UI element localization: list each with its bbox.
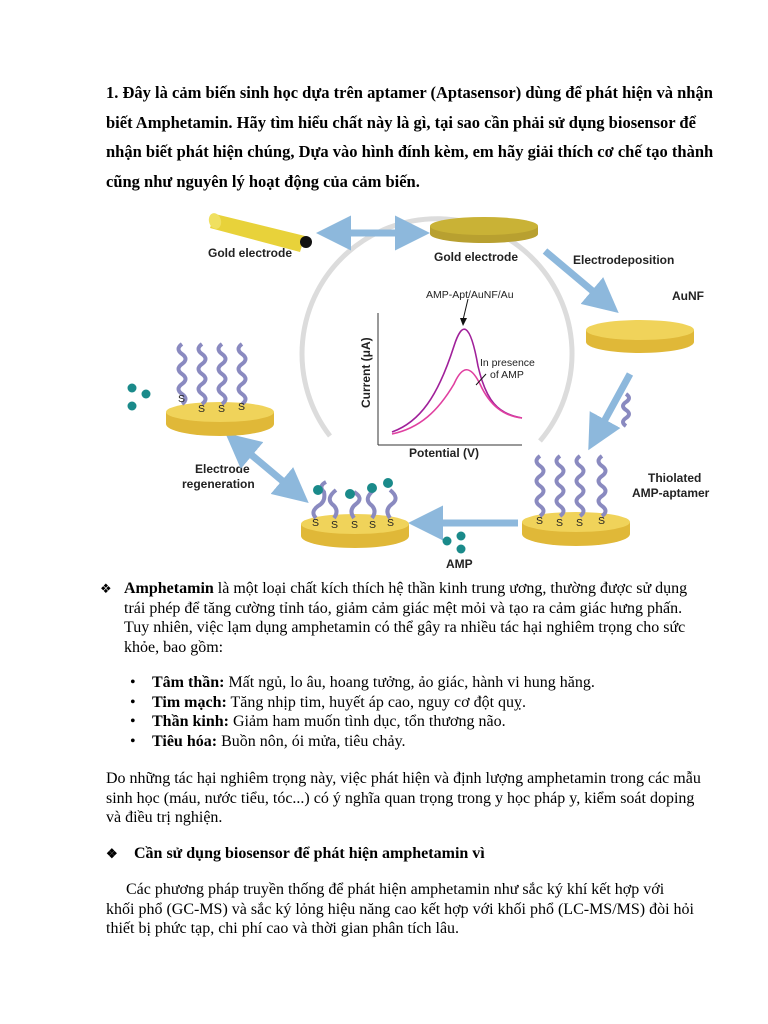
question-line: nhận biết phát hiện chúng, Dựa vào hình đính kèm, em hãy giải thích cơ chế tạo thành (106, 142, 714, 161)
svg-text:S: S (387, 517, 395, 529)
traditional-methods-paragraph: Các phương pháp truyền thống để phát hiện amphetamin như sắc ký khí kết hợp với khối phổ (GC-MS) và sắc ký lỏng hiệu năng cao kết hợp với khối phổ (LC-MS/MS) đòi hỏi thiết bị phức tạp, chi phí cao và thời gian phân tích lâu. (106, 881, 694, 938)
label-amp: AMP (446, 557, 473, 571)
svg-text:S: S (198, 403, 206, 415)
list-item: • Tiêu hóa: Buồn nôn, ói mửa, tiêu chảy. (130, 732, 406, 750)
aptasensor-figure (120, 196, 730, 574)
amp-molecules-bottom (443, 532, 466, 554)
list-item: • Tâm thần: Mất ngủ, lo âu, hoang tưởng, ảo giác, hành vi hung hăng. (130, 674, 595, 691)
svg-text:S: S (312, 517, 320, 529)
label-thiolated-2: AMP-aptamer (632, 486, 710, 500)
diamond-bullet-icon: ❖ (106, 846, 118, 861)
amp-molecules-left (128, 384, 151, 411)
amphetamine-intro: Amphetamin là một loại chất kích thích hệ thần kinh trung ương, thường được sử dụng trái phép để tăng cường tỉnh táo, giảm cảm giác mệt mỏi và tạo ra cảm giác hưng phấn. Tuy nhiên, việc lạm dụng amphetamin có thể gây ra nhiều tác hại nghiêm trọng cho sức khỏe, bao gồm: (124, 580, 688, 656)
svg-text:S: S (218, 403, 226, 415)
bullet-dot-icon: • (130, 713, 136, 731)
label-thiolated-1: Thiolated (648, 471, 702, 485)
svg-text:S: S (351, 519, 359, 531)
list-item: • Thần kinh: Giảm ham muốn tình dục, tổn thương não. (130, 713, 506, 731)
label-gold-electrode-rod: Gold electrode (208, 246, 293, 260)
svg-text:S: S (178, 393, 186, 405)
label-electrodeposition: Electrodeposition (573, 253, 675, 267)
diamond-bullet-icon: ❖ (100, 581, 112, 596)
aunf-disk (586, 320, 694, 353)
label-gold-electrode-disk: Gold electrode (434, 250, 519, 264)
bullet-dot-icon: • (130, 732, 136, 750)
label-x-axis: Potential (V) (409, 446, 480, 460)
list-item: • Tim mạch: Tăng nhịp tim, huyết áp cao, nguy cơ đột quỵ. (130, 693, 527, 711)
label-regen-2: regeneration (182, 477, 255, 491)
effects-list (130, 673, 710, 751)
voltammogram-plot (359, 289, 535, 460)
label-aunf: AuNF (672, 289, 704, 303)
detection-importance-paragraph: Do những tác hại nghiêm trọng này, việc phát hiện và định lượng amphetamin trong các mẫu sinh học (máu, nước tiểu, tóc...) có ý nghĩa quan trọng trong y học pháp y, kiểm soát doping và điều trị nghiện. (106, 770, 701, 827)
svg-text:S: S (598, 515, 606, 527)
svg-text:S: S (369, 519, 377, 531)
label-regen-1: Electrode (195, 462, 250, 476)
question-line: biết Amphetamin. Hãy tìm hiểu chất này là gì, tại sao cần phải sử dụng biosensor để (106, 112, 696, 132)
bullet-dot-icon: • (130, 693, 136, 711)
aptamer-disk-left (166, 344, 274, 436)
svg-text:S: S (331, 519, 339, 531)
amphetamine-term: Amphetamin (124, 580, 214, 597)
svg-text:S: S (576, 517, 584, 529)
question-paragraph (106, 78, 714, 196)
svg-text:S: S (556, 517, 564, 529)
label-y-axis: Current (μA) (359, 337, 373, 408)
aptamer-disk-right (522, 456, 630, 546)
free-aptamer (623, 394, 629, 426)
bound-disk-center (301, 478, 409, 548)
question-line: 1. Đây là cảm biến sinh học dựa trên aptamer (Aptasensor) dùng để phát hiện và nhận (106, 83, 713, 102)
label-curve-top: AMP-Apt/AuNF/Au (426, 289, 514, 301)
label-presence-2: of AMP (490, 369, 524, 381)
document-page: 1. Đây là cảm biến sinh học dựa trên aptamer (Aptasensor) dùng để phát hiện và nhận biết Amphetamin. Hãy tìm hiểu chất này là gì, tại sao cần phải sử dụng biosensor để nhận biết phát hiện chúng, Dựa vào hình đính kèm, em hãy giải thích cơ chế tạo thành cũng như nguyên lý hoạt động của cảm biến. Gold electrode Gold electrode Electrodeposition AuNF Thiolated AMP-aptamer S S S S AMP S S S S S Electrode regeneration S S S S AMP-Apt/AuNF/Au In presence of AMP Current (μA) Potential (V) ❖ Amphetamin là một loại chất kích thích hệ thần kinh trung ương, thường được sử dụng trái phép để tăng cường tỉnh táo, giảm cảm giác mệt mỏi và tạo ra cảm giác hưng phấn. Tuy nhiên, việc lạm dụng amphetamin có thể gây ra nhiều tác hại nghiêm trọng cho sức khỏe, bao gồm: • Tâm thần: Mất ngủ, lo âu, hoang tưởng, ảo giác, hành vi hung hăng. • Tim mạch: Tăng nhịp tim, huyết áp cao, nguy cơ đột quỵ. • Thần kinh: Giảm ham muốn tình dục, tổn thương não. • Tiêu hóa: Buồn nôn, ói mửa, tiêu chảy. Do những tác hại nghiêm trọng này, việc phát hiện và định lượng amphetamin trong các mẫu sinh học (máu, nước tiểu, tóc...) có ý nghĩa quan trọng trong y học pháp y, kiểm soát doping và điều trị nghiện. ❖ Cần sử dụng biosensor để phát hiện amphetamin vì Các phương pháp truyền thống để phát hiện amphetamin như sắc ký khí kết hợp với khối phổ (GC-MS) và sắc ký lỏng hiệu năng cao kết hợp với khối phổ (LC-MS/MS) đòi hỏi thiết bị phức tạp, chi phí cao và thời gian phân tích lâu. (0, 0, 768, 1024)
bullet-dot-icon: • (130, 674, 136, 691)
svg-text:S: S (536, 515, 544, 527)
gold-disk-top (430, 217, 538, 243)
question-line: cũng như nguyên lý hoạt động của cảm biến. (106, 171, 420, 191)
svg-text:S: S (238, 401, 246, 413)
label-presence-1: In presence (480, 357, 535, 369)
